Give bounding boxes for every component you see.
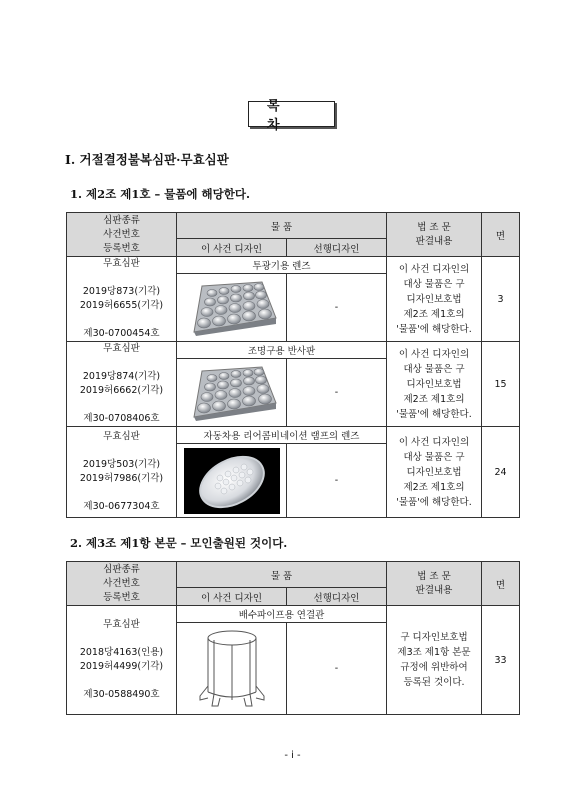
lens-array-image <box>184 278 280 338</box>
verdict: 구 디자인보호법 제3조 제1항 본문 규정에 위반하여 등록된 것이다. <box>387 606 482 715</box>
header-product: 물 품 <box>177 213 387 239</box>
pipe-connector-image <box>192 626 272 712</box>
header-this-design: 이 사건 디자인 <box>177 588 287 606</box>
table-row <box>67 257 520 274</box>
header-page: 면 <box>482 562 520 606</box>
table-row <box>67 606 520 623</box>
header-law: 법 조 문 판결내용 <box>387 562 482 606</box>
product-name: 투광기용 렌즈 <box>177 257 387 274</box>
header-case-info: 심판종류 사건번호 등록번호 <box>67 562 177 606</box>
header-page: 면 <box>482 213 520 257</box>
table-2 <box>66 561 520 715</box>
verdict: 이 사건 디자인의 대상 물품은 구 디자인보호법 제2조 제1호의 '물품'에 해당한다. <box>387 342 482 427</box>
header-prior-design: 선행디자인 <box>287 588 387 606</box>
header-product: 물 품 <box>177 562 387 588</box>
page-number: 3 <box>482 257 520 342</box>
design-image <box>177 623 287 715</box>
prior-design: - <box>287 444 387 518</box>
toc-title: 목 차 <box>248 101 335 127</box>
page-footer: - i - <box>284 750 301 761</box>
page-number: 15 <box>482 342 520 427</box>
product-name: 자동차용 리어콤비네이션 램프의 렌즈 <box>177 427 387 444</box>
page-number: 24 <box>482 427 520 518</box>
prior-design: - <box>287 274 387 342</box>
header-case-info: 심판종류 사건번호 등록번호 <box>67 213 177 257</box>
verdict: 이 사건 디자인의 대상 물품은 구 디자인보호법 제2조 제1호의 '물품'에 해당한다. <box>387 257 482 342</box>
section-title: Ⅰ. 거절결정불복심판·무효심판 <box>65 152 229 167</box>
prior-design: - <box>287 623 387 715</box>
page-number: 33 <box>482 606 520 715</box>
case-info: 무효심판 2019당874(기각) 2019허6662(기각) 제30-0708406호 <box>67 342 177 427</box>
design-image <box>177 359 287 427</box>
subsection-2-title: 2. 제3조 제1항 본문 – 모인출원된 것이다. <box>70 536 288 550</box>
header-law: 법 조 문 판결내용 <box>387 213 482 257</box>
verdict: 이 사건 디자인의 대상 물품은 구 디자인보호법 제2조 제1호의 '물품'에 해당한다. <box>387 427 482 518</box>
lamp-lens-image <box>184 448 280 514</box>
design-image <box>177 274 287 342</box>
table-1 <box>66 212 520 518</box>
design-image <box>177 444 287 518</box>
product-name: 배수파이프용 연결관 <box>177 606 387 623</box>
product-name: 조명구용 반사판 <box>177 342 387 359</box>
case-info: 무효심판 2018당4163(인용) 2019허4499(기각) 제30-0588490호 <box>67 606 177 715</box>
prior-design: - <box>287 359 387 427</box>
subsection-1-title: 1. 제2조 제1호 – 물품에 해당한다. <box>70 187 250 201</box>
table-row <box>67 427 520 444</box>
case-info: 무효심판 2019당503(기각) 2019허7986(기각) 제30-0677304호 <box>67 427 177 518</box>
header-prior-design: 선행디자인 <box>287 239 387 257</box>
table-row <box>67 342 520 359</box>
case-info: 무효심판 2019당873(기각) 2019허6655(기각) 제30-0700454호 <box>67 257 177 342</box>
header-this-design: 이 사건 디자인 <box>177 239 287 257</box>
reflector-image <box>184 363 280 423</box>
